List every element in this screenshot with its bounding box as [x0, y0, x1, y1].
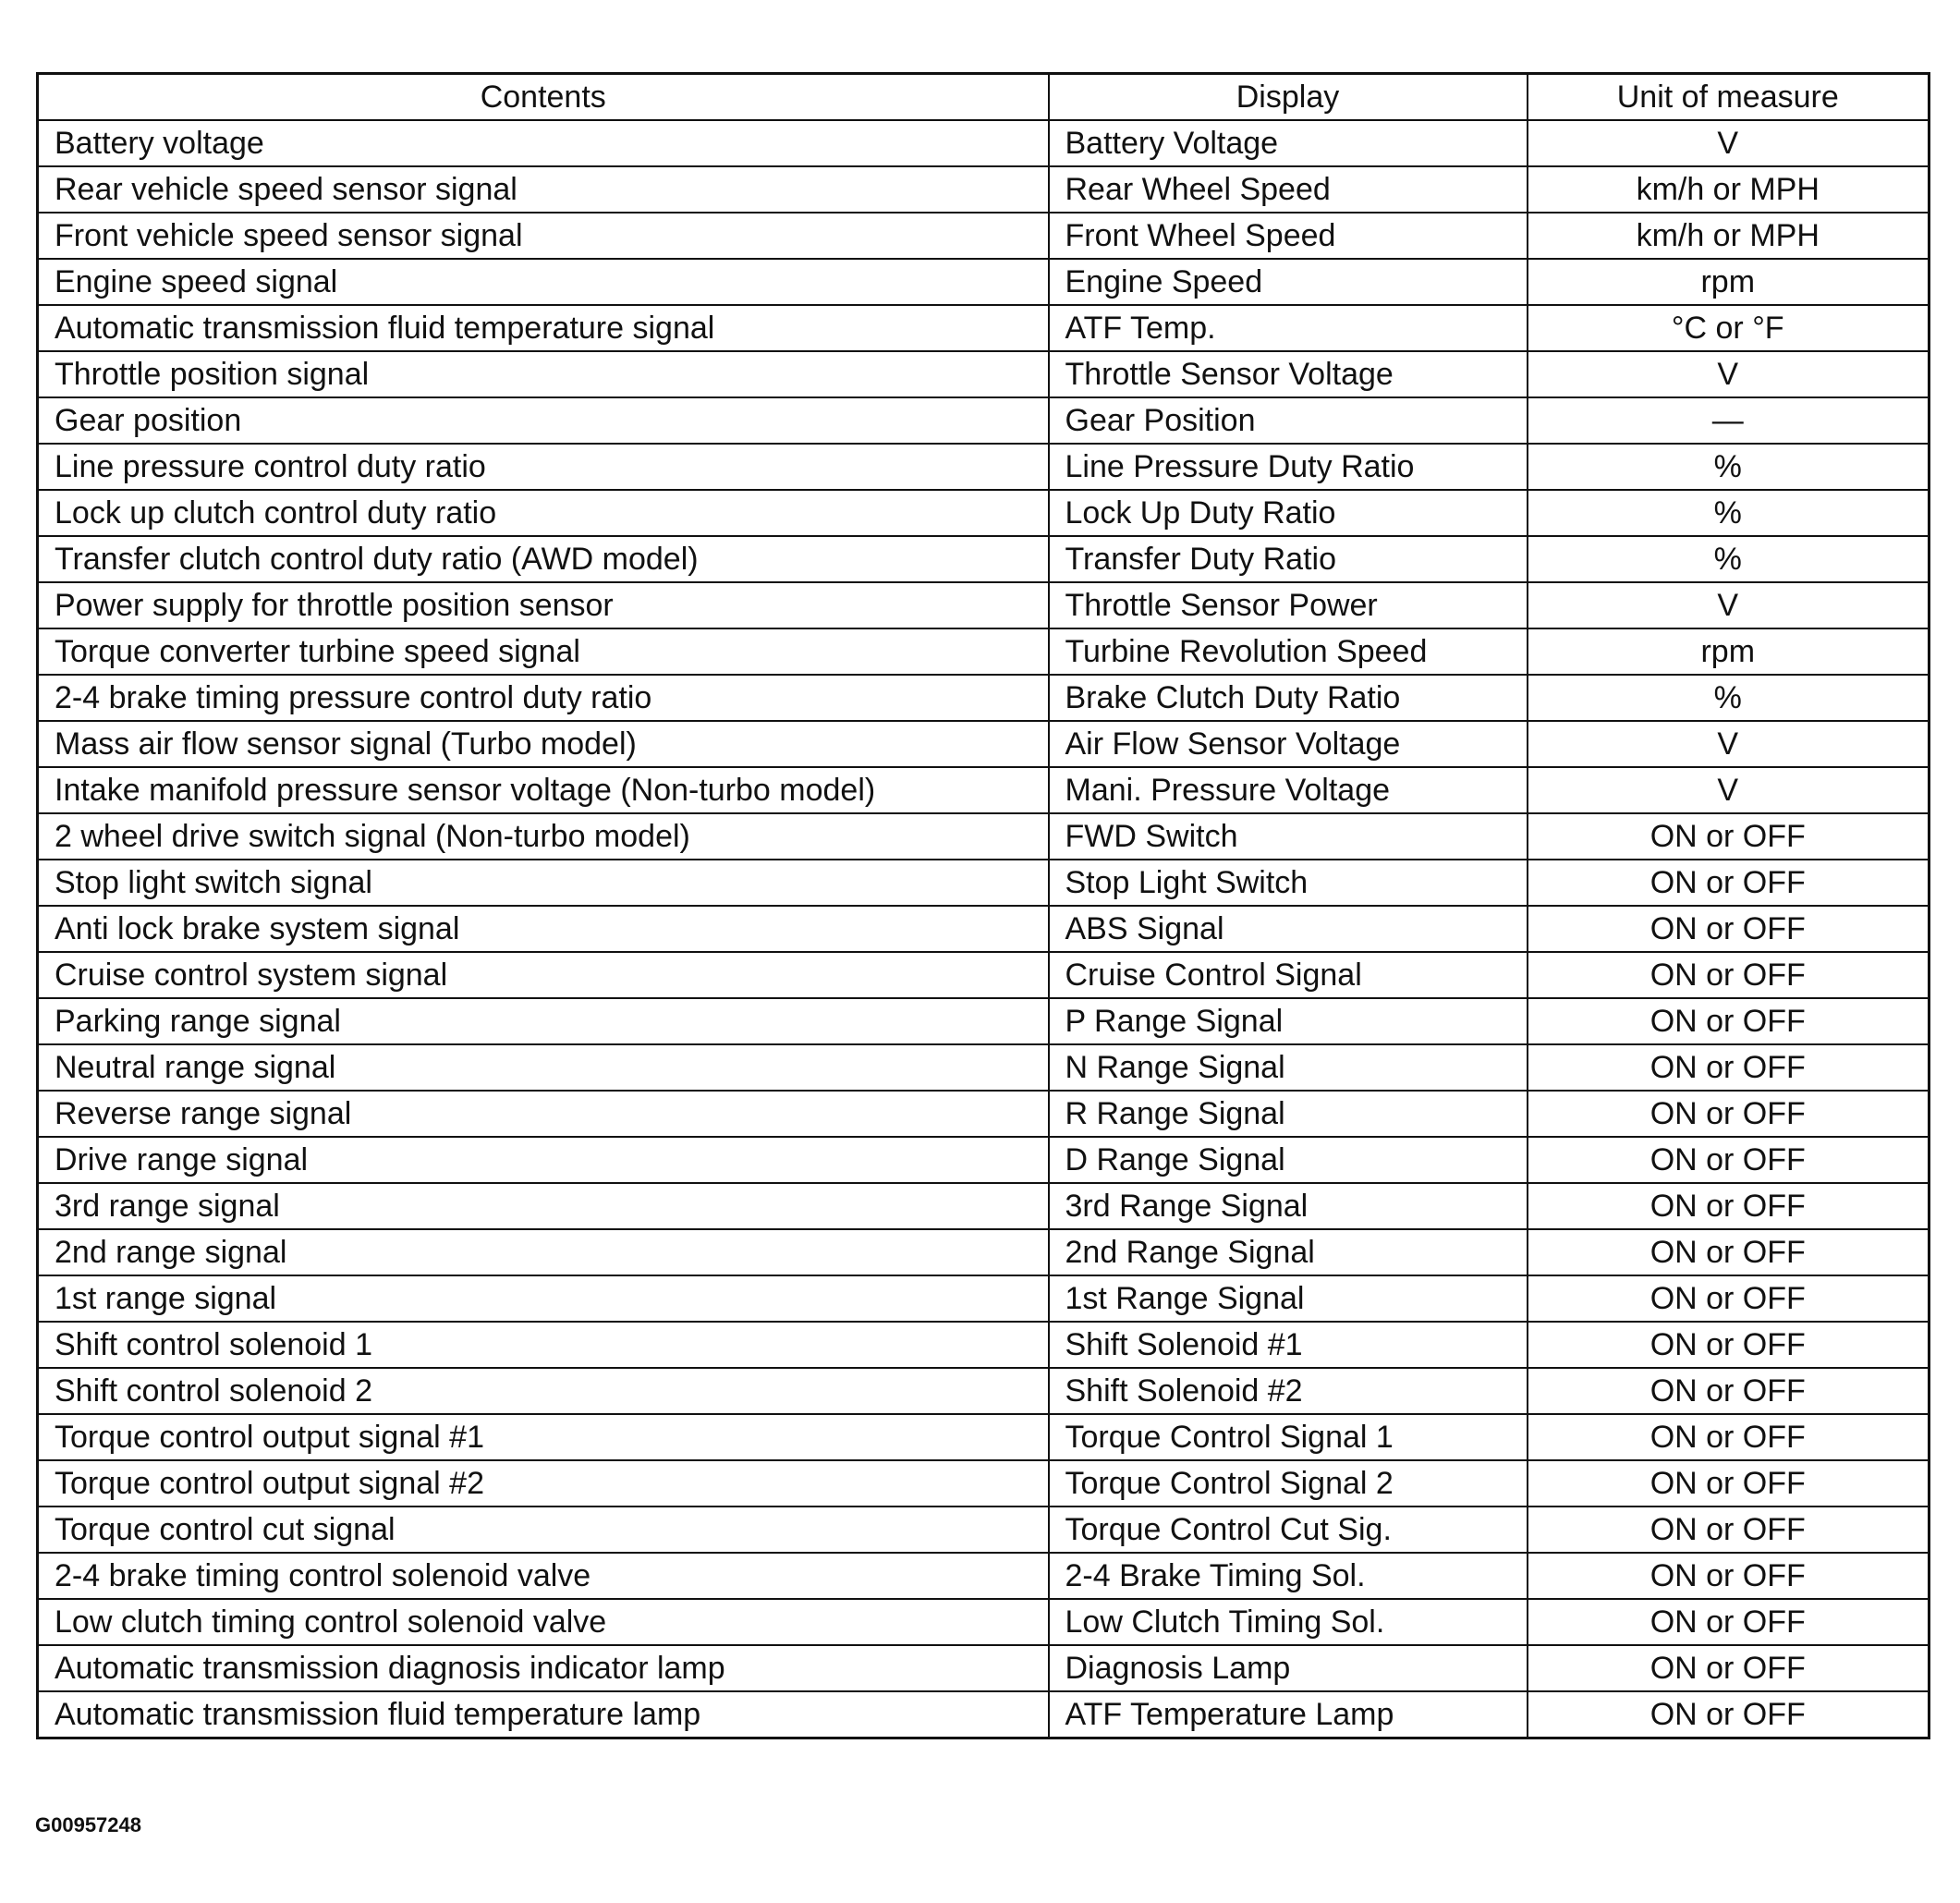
table-row: [38, 813, 1930, 860]
display-cell: D Range Signal: [1049, 1137, 1528, 1183]
unit-cell: V: [1528, 721, 1930, 767]
table-row: [38, 444, 1930, 490]
contents-cell: Mass air flow sensor signal (Turbo model): [38, 721, 1049, 767]
table-row: [38, 998, 1930, 1044]
display-cell: Stop Light Switch: [1049, 860, 1528, 906]
table-row: [38, 582, 1930, 628]
display-cell: 2nd Range Signal: [1049, 1229, 1528, 1275]
table-row: [38, 1368, 1930, 1414]
unit-cell: ON or OFF: [1528, 1183, 1930, 1229]
unit-cell: %: [1528, 675, 1930, 721]
table-row: [38, 675, 1930, 721]
display-cell: Shift Solenoid #1: [1049, 1322, 1528, 1368]
unit-cell: ON or OFF: [1528, 1368, 1930, 1414]
table-row: [38, 1322, 1930, 1368]
table-row: [38, 952, 1930, 998]
table-row: [38, 1091, 1930, 1137]
unit-cell: —: [1528, 397, 1930, 444]
display-cell: Turbine Revolution Speed: [1049, 628, 1528, 675]
table-row: [38, 536, 1930, 582]
display-cell: Low Clutch Timing Sol.: [1049, 1599, 1528, 1645]
unit-cell: ON or OFF: [1528, 1553, 1930, 1599]
table-row: [38, 1044, 1930, 1091]
unit-cell: %: [1528, 536, 1930, 582]
display-cell: Line Pressure Duty Ratio: [1049, 444, 1528, 490]
table-row: [38, 397, 1930, 444]
unit-cell: V: [1528, 767, 1930, 813]
unit-cell: ON or OFF: [1528, 1507, 1930, 1553]
unit-cell: ON or OFF: [1528, 1460, 1930, 1507]
table-row: [38, 1183, 1930, 1229]
contents-cell: Cruise control system signal: [38, 952, 1049, 998]
display-cell: Front Wheel Speed: [1049, 213, 1528, 259]
contents-cell: Front vehicle speed sensor signal: [38, 213, 1049, 259]
display-cell: P Range Signal: [1049, 998, 1528, 1044]
table-row: [38, 1229, 1930, 1275]
unit-cell: ON or OFF: [1528, 1691, 1930, 1738]
table-body: [38, 120, 1930, 1738]
display-cell: Cruise Control Signal: [1049, 952, 1528, 998]
contents-cell: 2nd range signal: [38, 1229, 1049, 1275]
table-row: [38, 1507, 1930, 1553]
table-row: [38, 1691, 1930, 1738]
display-cell: FWD Switch: [1049, 813, 1528, 860]
contents-cell: Stop light switch signal: [38, 860, 1049, 906]
display-cell: Throttle Sensor Power: [1049, 582, 1528, 628]
table-row: [38, 1553, 1930, 1599]
unit-cell: V: [1528, 582, 1930, 628]
display-cell: Lock Up Duty Ratio: [1049, 490, 1528, 536]
contents-cell: 3rd range signal: [38, 1183, 1049, 1229]
display-cell: Throttle Sensor Voltage: [1049, 351, 1528, 397]
unit-cell: km/h or MPH: [1528, 213, 1930, 259]
contents-cell: Throttle position signal: [38, 351, 1049, 397]
display-cell: 2-4 Brake Timing Sol.: [1049, 1553, 1528, 1599]
display-cell: Battery Voltage: [1049, 120, 1528, 166]
display-cell: Shift Solenoid #2: [1049, 1368, 1528, 1414]
table-row: [38, 213, 1930, 259]
display-cell: Diagnosis Lamp: [1049, 1645, 1528, 1691]
contents-cell: Intake manifold pressure sensor voltage (Non-turbo model): [38, 767, 1049, 813]
contents-cell: Gear position: [38, 397, 1049, 444]
unit-cell: rpm: [1528, 259, 1930, 305]
unit-cell: ON or OFF: [1528, 906, 1930, 952]
table-row: [38, 1599, 1930, 1645]
unit-cell: V: [1528, 351, 1930, 397]
display-cell: Torque Control Signal 1: [1049, 1414, 1528, 1460]
unit-cell: ON or OFF: [1528, 1645, 1930, 1691]
data-table: [36, 72, 1930, 1739]
display-cell: Rear Wheel Speed: [1049, 166, 1528, 213]
unit-cell: %: [1528, 490, 1930, 536]
contents-cell: Automatic transmission diagnosis indicator lamp: [38, 1645, 1049, 1691]
figure-id: G00957248: [35, 1813, 141, 1836]
contents-cell: Reverse range signal: [38, 1091, 1049, 1137]
contents-cell: Low clutch timing control solenoid valve: [38, 1599, 1049, 1645]
header-unit: Unit of measure: [1528, 74, 1930, 121]
table-row: [38, 860, 1930, 906]
display-cell: ABS Signal: [1049, 906, 1528, 952]
table-row: [38, 1137, 1930, 1183]
contents-cell: Torque control output signal #2: [38, 1460, 1049, 1507]
display-cell: N Range Signal: [1049, 1044, 1528, 1091]
contents-cell: Rear vehicle speed sensor signal: [38, 166, 1049, 213]
contents-cell: Lock up clutch control duty ratio: [38, 490, 1049, 536]
table-row: [38, 1275, 1930, 1322]
contents-cell: Automatic transmission fluid temperature lamp: [38, 1691, 1049, 1738]
contents-cell: Transfer clutch control duty ratio (AWD model): [38, 536, 1049, 582]
contents-cell: Shift control solenoid 2: [38, 1368, 1049, 1414]
unit-cell: ON or OFF: [1528, 813, 1930, 860]
unit-cell: ON or OFF: [1528, 998, 1930, 1044]
table-row: [38, 305, 1930, 351]
contents-cell: 2-4 brake timing control solenoid valve: [38, 1553, 1049, 1599]
table-row: [38, 628, 1930, 675]
table-row: [38, 1645, 1930, 1691]
contents-cell: Shift control solenoid 1: [38, 1322, 1049, 1368]
table-row: [38, 1460, 1930, 1507]
header-display: Display: [1049, 74, 1528, 121]
unit-cell: V: [1528, 120, 1930, 166]
unit-cell: ON or OFF: [1528, 1275, 1930, 1322]
contents-cell: Line pressure control duty ratio: [38, 444, 1049, 490]
display-cell: ATF Temp.: [1049, 305, 1528, 351]
table-row: [38, 120, 1930, 166]
display-cell: R Range Signal: [1049, 1091, 1528, 1137]
display-cell: Torque Control Cut Sig.: [1049, 1507, 1528, 1553]
unit-cell: km/h or MPH: [1528, 166, 1930, 213]
contents-cell: Anti lock brake system signal: [38, 906, 1049, 952]
header-row: [38, 74, 1930, 121]
unit-cell: ON or OFF: [1528, 1599, 1930, 1645]
table-row: [38, 721, 1930, 767]
table-row: [38, 1414, 1930, 1460]
contents-cell: Torque control output signal #1: [38, 1414, 1049, 1460]
contents-cell: Torque converter turbine speed signal: [38, 628, 1049, 675]
header-contents: Contents: [38, 74, 1049, 121]
contents-cell: Drive range signal: [38, 1137, 1049, 1183]
display-cell: Brake Clutch Duty Ratio: [1049, 675, 1528, 721]
contents-cell: Neutral range signal: [38, 1044, 1049, 1091]
contents-cell: 1st range signal: [38, 1275, 1049, 1322]
display-cell: 1st Range Signal: [1049, 1275, 1528, 1322]
table-row: [38, 351, 1930, 397]
contents-cell: Engine speed signal: [38, 259, 1049, 305]
unit-cell: ON or OFF: [1528, 1091, 1930, 1137]
table-row: [38, 906, 1930, 952]
unit-cell: ON or OFF: [1528, 1229, 1930, 1275]
table-row: [38, 166, 1930, 213]
display-cell: Engine Speed: [1049, 259, 1528, 305]
unit-cell: ON or OFF: [1528, 1414, 1930, 1460]
contents-cell: 2 wheel drive switch signal (Non-turbo model): [38, 813, 1049, 860]
table-row: [38, 259, 1930, 305]
unit-cell: ON or OFF: [1528, 860, 1930, 906]
contents-cell: Torque control cut signal: [38, 1507, 1049, 1553]
unit-cell: %: [1528, 444, 1930, 490]
unit-cell: rpm: [1528, 628, 1930, 675]
display-cell: Torque Control Signal 2: [1049, 1460, 1528, 1507]
contents-cell: Power supply for throttle position sensor: [38, 582, 1049, 628]
display-cell: ATF Temperature Lamp: [1049, 1691, 1528, 1738]
contents-cell: Parking range signal: [38, 998, 1049, 1044]
display-cell: Transfer Duty Ratio: [1049, 536, 1528, 582]
display-cell: Mani. Pressure Voltage: [1049, 767, 1528, 813]
unit-cell: ON or OFF: [1528, 952, 1930, 998]
display-cell: 3rd Range Signal: [1049, 1183, 1528, 1229]
contents-cell: 2-4 brake timing pressure control duty ratio: [38, 675, 1049, 721]
display-cell: Gear Position: [1049, 397, 1528, 444]
table-row: [38, 767, 1930, 813]
display-cell: Air Flow Sensor Voltage: [1049, 721, 1528, 767]
unit-cell: °C or °F: [1528, 305, 1930, 351]
unit-cell: ON or OFF: [1528, 1137, 1930, 1183]
contents-cell: Battery voltage: [38, 120, 1049, 166]
unit-cell: ON or OFF: [1528, 1044, 1930, 1091]
table-row: [38, 490, 1930, 536]
contents-cell: Automatic transmission fluid temperature signal: [38, 305, 1049, 351]
unit-cell: ON or OFF: [1528, 1322, 1930, 1368]
